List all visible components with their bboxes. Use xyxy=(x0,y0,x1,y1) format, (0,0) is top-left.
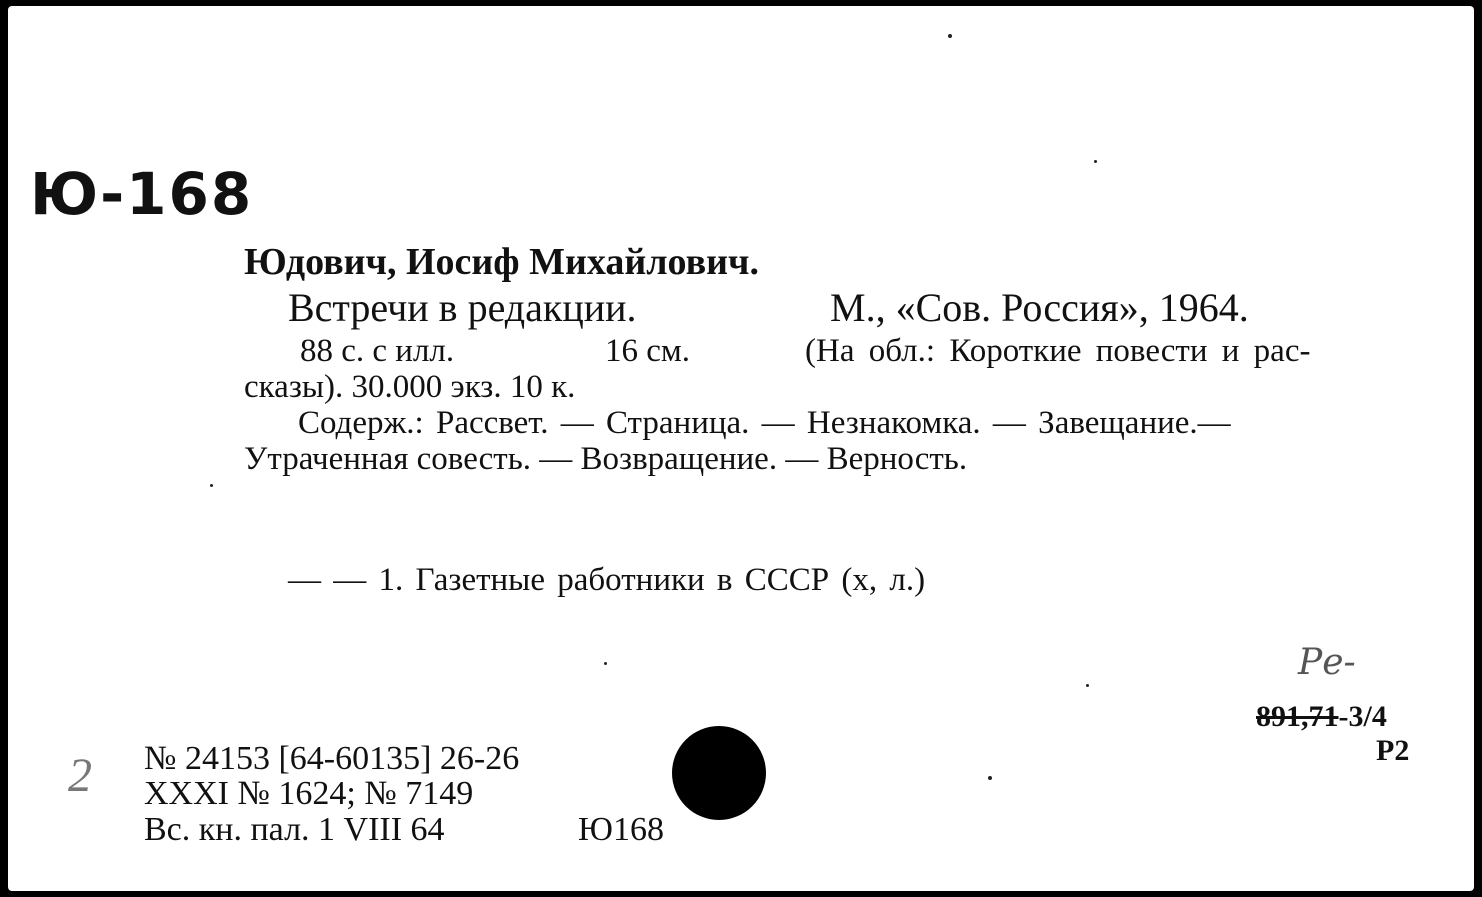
size: 16 см. xyxy=(605,333,691,369)
speck xyxy=(988,776,992,780)
handwritten-shelfmark: Ю-168 xyxy=(30,160,254,228)
cover-note: (На обл.: Короткие повести и рас- xyxy=(805,333,1311,369)
imprint: М., «Сов. Россия», 1964. xyxy=(830,285,1249,330)
book-title: Встречи в редакции. xyxy=(288,285,637,330)
margin-pencil-mark: 2 xyxy=(68,749,92,802)
speck xyxy=(604,662,607,665)
contents-line-1: Содерж.: Рассвет. — Страница. — Незнакомка. — Завещание.— xyxy=(298,405,1231,441)
footer-registration: № 24153 [64-60135] 26-26 xyxy=(144,740,520,777)
subject-heading: — — 1. Газетные работники в СССР (х, л.) xyxy=(288,562,926,598)
author-heading: Юдович, Иосиф Михайлович. xyxy=(244,241,759,283)
speck xyxy=(948,34,952,38)
speck xyxy=(210,484,213,487)
footer-registry: XXXI № 1624; № 7149 xyxy=(144,775,474,812)
contents-line-2: Утраченная совесть. — Возвращение. — Верность. xyxy=(244,441,968,477)
punch-hole xyxy=(672,726,766,820)
class-number-suffix: -3/4 xyxy=(1338,700,1387,733)
pagination: 88 с. с илл. xyxy=(300,333,455,369)
speck xyxy=(1086,684,1089,687)
speck xyxy=(1094,160,1097,163)
handwritten-class-note: Ре- xyxy=(1298,642,1356,683)
cover-note-continued: сказы). 30.000 экз. 10 к. xyxy=(244,369,576,405)
footer-chamber: Вс. кн. пал. 1 VIII 64 xyxy=(144,811,445,848)
footer-code: Ю168 xyxy=(578,811,664,848)
class-code: Р2 xyxy=(1376,734,1410,767)
crossed-class-number: 891,71 xyxy=(1256,700,1339,733)
class-number xyxy=(1256,700,1387,734)
